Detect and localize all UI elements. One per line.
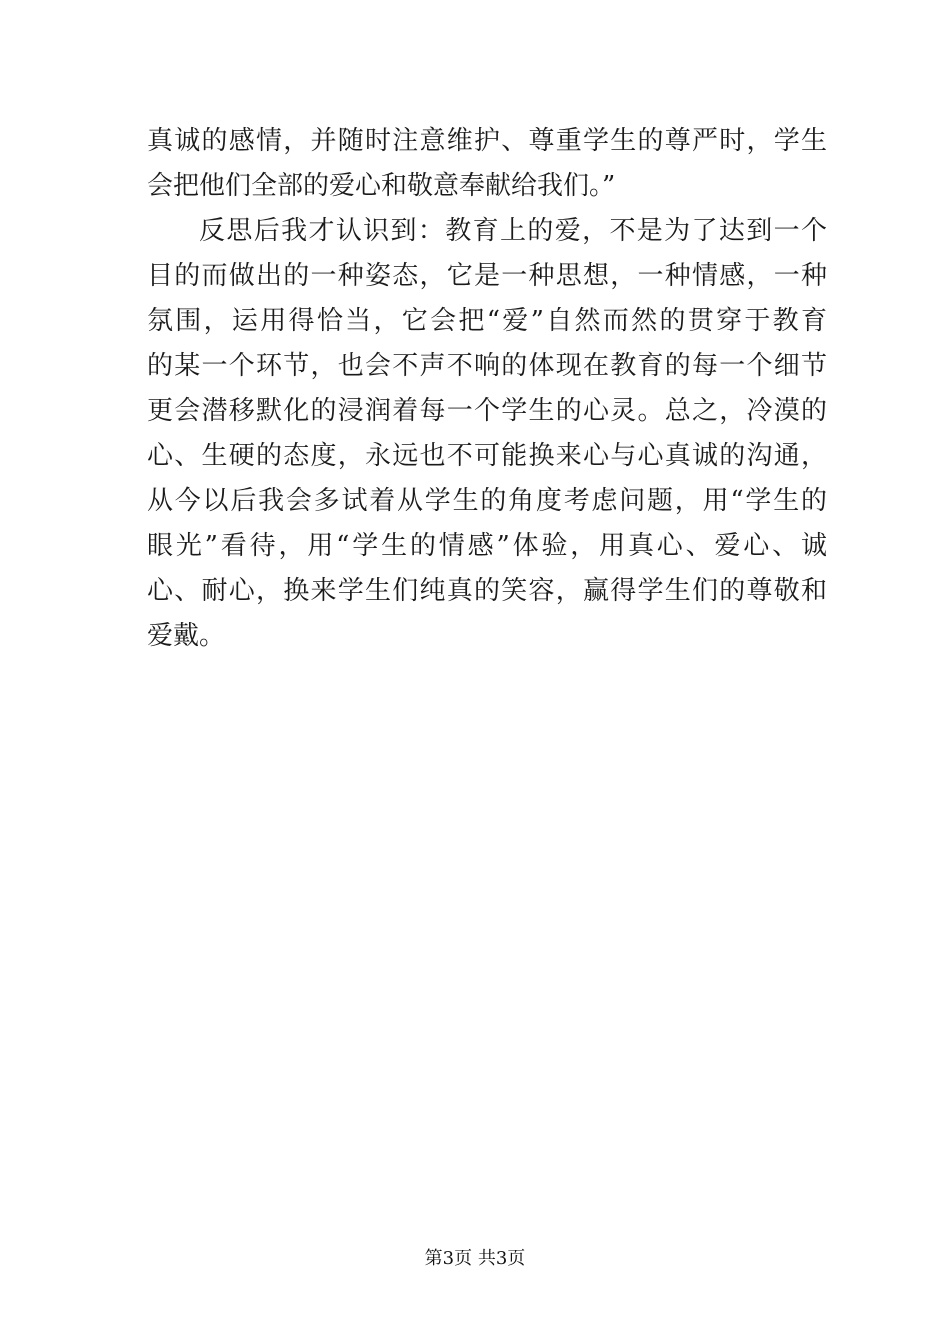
paragraph-line: 眼光”看待，用“学生的情感”体验，用真心、爱心、诚 [147,531,827,561]
paragraph-1 [147,119,827,209]
paragraph-line: 会把他们全部的爱心和敬意奉献给我们。” [147,171,616,201]
paragraph-2 [147,209,827,659]
paragraph-line: 从今以后我会多试着从学生的角度考虑问题，用“学生的 [147,486,827,516]
paragraph-line: 目的而做出的一种姿态，它是一种思想，一种情感，一种 [147,261,827,291]
paragraph-line: 真诚的感情，并随时注意维护、尊重学生的尊严时，学生 [147,126,827,156]
paragraph-line: 心、耐心，换来学生们纯真的笑容，赢得学生们的尊敬和 [147,576,827,606]
paragraph-line: 更会潜移默化的浸润着每一个学生的心灵。总之，冷漠的 [147,396,827,426]
body-text [147,119,827,659]
paragraph-line: 心、生硬的态度，永远也不可能换来心与心真诚的沟通， [147,441,827,471]
paragraph-line: 反思后我才认识到：教育上的爱，不是为了达到一个 [199,216,827,246]
paragraph-line: 的某一个环节，也会不声不响的体现在教育的每一个细节 [147,351,827,381]
page-footer: 第3页 共3页 [424,1248,526,1269]
paragraph-line: 爱戴。 [147,621,226,651]
paragraph-line: 氛围，运用得恰当，它会把“爱”自然而然的贯穿于教育 [147,306,827,336]
